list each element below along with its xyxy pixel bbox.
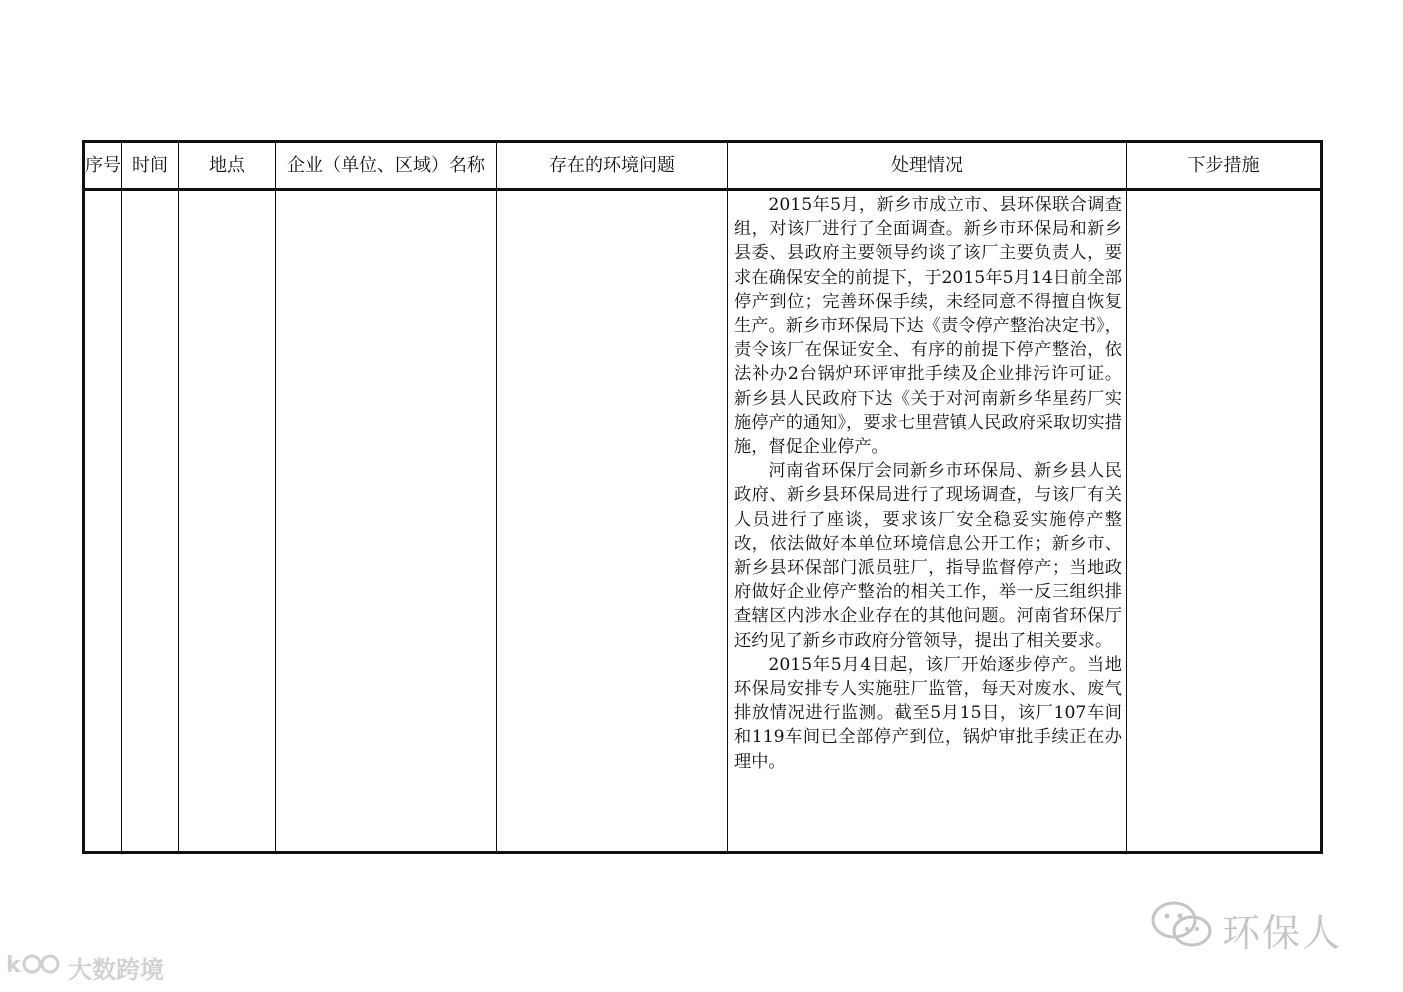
watermark-right-text: 环保人 — [1222, 911, 1343, 955]
cell-next-steps — [1127, 190, 1322, 853]
watermark-left — [6, 948, 164, 986]
handling-paragraph: 2015年5月4日起，该厂开始逐步停产。当地环保局安排专人实施驻厂监管，每天对废水、废气排放情况进行监测。截至5月15日，该厂107车间和119车间已全部停产到位，锅炉审批手续正在办理中。 — [734, 654, 1122, 772]
table-row — [84, 190, 1322, 853]
header-environment-problem: 存在的环境问题 — [497, 142, 728, 190]
document-table — [82, 140, 1323, 854]
watermark-right — [1150, 900, 1342, 959]
header-next-steps: 下步措施 — [1127, 142, 1322, 190]
handling-paragraph: 河南省环保厅会同新乡市环保局、新乡县人民政府、新乡县环保局进行了现场调查，与该厂有关人员进行了座谈，要求该厂安全稳妥实施停产整改，依法做好本单位环境信息公开工作；新乡市、新乡县环保部门派员驻厂，指导监督停产；当地政府做好企业停产整治的相关工作，举一反三组织排查辖区内涉水企业存在的其他问题。河南省环保厅还约见了新乡市政府分管领导，提出了相关要求。 — [734, 461, 1122, 651]
header-serial-number: 序号 — [84, 142, 122, 190]
header-handling-status: 处理情况 — [728, 142, 1127, 190]
header-place: 地点 — [179, 142, 276, 190]
cell-company-name — [276, 190, 497, 853]
header-company-name: 企业（单位、区域）名称 — [276, 142, 497, 190]
handling-text — [728, 191, 1126, 774]
cell-handling-status — [728, 190, 1127, 853]
logo-icon — [6, 948, 62, 986]
header-time: 时间 — [122, 142, 179, 190]
handling-paragraph: 2015年5月，新乡市成立市、县环保联合调查组，对该厂进行了全面调查。新乡市环保局和新乡县委、县政府主要领导约谈了该厂主要负责人，要求在确保安全的前提下，于2015年5月14日前全部停产到位；完善环保手续，未经同意不得擅自恢复生产。新乡市环保局下达《责令停产整治决定书》，责令该厂在保证安全、有序的前提下停产整治，依法补办2台锅炉环评审批手续及企业排污许可证。新乡县人民政府下达《关于对河南新乡华星药厂实施停产的通知》，要求七里营镇人民政府采取切实措施，督促企业停产。 — [734, 195, 1122, 458]
cell-environment-problem — [497, 190, 728, 853]
cell-place — [179, 190, 276, 853]
svg-text:k: k — [6, 953, 21, 978]
wechat-icon — [1150, 900, 1214, 959]
watermark-left-text: 大数跨境 — [68, 955, 164, 984]
cell-time — [122, 190, 179, 853]
header-row — [84, 142, 1322, 190]
cell-serial-number — [84, 190, 122, 853]
